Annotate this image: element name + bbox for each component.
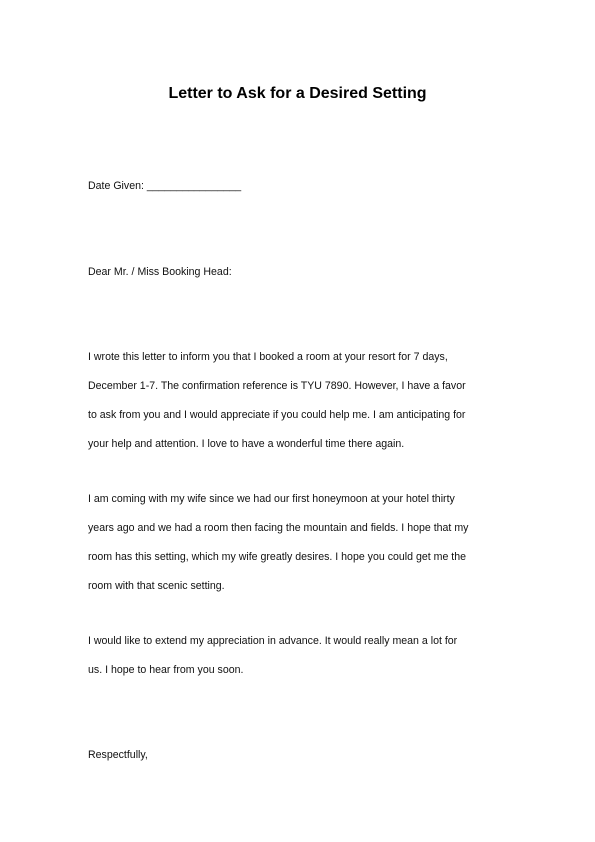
paragraph-line: years ago and we had a room then facing the mountain and fields. I hope that my bbox=[88, 522, 469, 534]
paragraph-line: I would like to extend my appreciation in advance. It would really mean a lot for bbox=[88, 635, 458, 647]
paragraph-line: room with that scenic setting. bbox=[88, 580, 225, 592]
paragraph-line: I am coming with my wife since we had our first honeymoon at your hotel thirty bbox=[88, 493, 455, 505]
paragraph-line: room has this setting, which my wife greatly desires. I hope you could get me the bbox=[88, 551, 467, 563]
letter-title: Letter to Ask for a Desired Setting bbox=[168, 85, 427, 102]
paragraph-line: us. I hope to hear from you soon. bbox=[88, 664, 244, 676]
paragraph-line: December 1-7. The confirmation reference is TYU 7890. However, I have a favor bbox=[88, 380, 466, 392]
paragraph-3 bbox=[88, 627, 518, 685]
paragraph-1 bbox=[88, 343, 518, 459]
paragraph-2 bbox=[88, 485, 518, 601]
date-given-line bbox=[88, 172, 518, 201]
date-given-text: Date Given: ________________ bbox=[88, 180, 242, 192]
salutation bbox=[88, 258, 518, 287]
paragraph-line: to ask from you and I would appreciate if you could help me. I am anticipating for bbox=[88, 409, 466, 421]
salutation-text: Dear Mr. / Miss Booking Head: bbox=[88, 266, 232, 278]
closing-text: Respectfully, bbox=[88, 749, 148, 761]
paragraph-line: I wrote this letter to inform you that I booked a room at your resort for 7 days, bbox=[88, 351, 448, 363]
closing bbox=[88, 741, 518, 770]
paragraph-line: your help and attention. I love to have a wonderful time there again. bbox=[88, 438, 405, 450]
